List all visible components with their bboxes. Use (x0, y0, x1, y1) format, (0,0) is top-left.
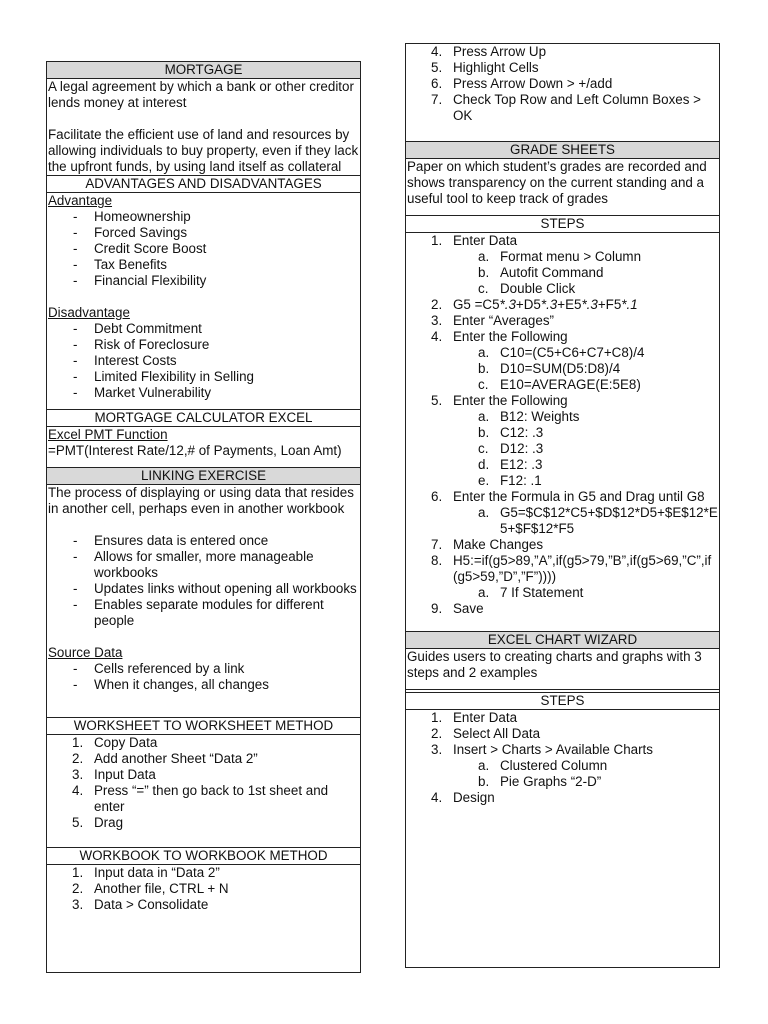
list-item: 4. Enter the Following a. C10=(C5+C6+C7+C8)/4 b. D10=SUM(D5:D8)/4 c. E10=AVERAGE(E:5E8) (407, 329, 719, 393)
chart-wizard-section (406, 632, 719, 690)
advantages-section (47, 176, 360, 410)
right-column (405, 43, 720, 968)
list-item: b. C12: .3 (478, 425, 544, 440)
workbook-steps (48, 865, 360, 913)
list-item: 3. Enter “Averages” (431, 313, 554, 328)
list-item: e. F12: .1 (478, 473, 542, 488)
list-item: a. B12: Weights (478, 409, 580, 424)
workbook-method-heading: WORKBOOK TO WORKBOOK METHOD (47, 848, 360, 865)
linking-definition: The process of displaying or using data that resides in another cell, perhaps even in another workbook (48, 485, 354, 516)
left-column (46, 61, 361, 973)
list-item: - Homeownership (48, 209, 360, 225)
list-item: - Risk of Foreclosure (48, 337, 360, 353)
list-item: d. E12: .3 (478, 457, 543, 472)
list-item: - Allows for smaller, more manageable workbooks (48, 549, 360, 581)
linking-points (48, 533, 360, 629)
list-item: 1. Enter Data a. Format menu > Column b. Autofit Command c. Double Click (407, 233, 719, 297)
list-item: 6. Press Arrow Down > +/add (431, 76, 613, 91)
linking-section (47, 468, 360, 718)
list-item: 7. Check Top Row and Left Column Boxes > OK (431, 92, 701, 123)
list-item: 5. Enter the Following a. B12: Weights b. C12: .3 c. D12: .3 d. E12: .3 e. F12: .1 (407, 393, 719, 489)
calculator-section (47, 410, 360, 468)
mortgage-section (47, 62, 360, 176)
list-item: - Updates links without opening all workbooks (48, 581, 360, 597)
chart-steps-section (406, 692, 719, 806)
list-item: - Forced Savings (48, 225, 360, 241)
list-item: 4. Press “=” then go back to 1st sheet and enter (72, 783, 329, 814)
chart-wizard-heading: EXCEL CHART WIZARD (406, 632, 719, 649)
consolidate-steps-continued (406, 44, 719, 142)
list-item: 4. Design (431, 790, 495, 805)
list-item: b. D10=SUM(D5:D8)/4 (478, 361, 621, 376)
chart-wizard-definition: Guides users to creating charts and graphs with 3 steps and 2 examples (407, 649, 702, 680)
list-item: 5. Drag (72, 815, 124, 830)
grade-steps-section (406, 216, 719, 632)
list-item: 2. Select All Data (431, 726, 541, 741)
list-item: c. Double Click (478, 281, 576, 296)
advantage-list (48, 209, 360, 289)
list-item: 8. H5:=if(g5>89,”A”,if(g5>79,”B”,if(g5>69,”C”,if(g5>59,”D”,”F”)))) a. 7 If Statement (407, 553, 719, 601)
list-item: 1. Input data in “Data 2” (72, 865, 220, 880)
continued-steps (407, 44, 719, 124)
list-item: 7. Make Changes (431, 537, 544, 552)
list-item: a. Format menu > Column (478, 249, 642, 264)
workbook-method-section (47, 848, 360, 913)
chart-steps (407, 710, 719, 806)
list-item: 4. Press Arrow Up (431, 44, 547, 59)
list-item: - When it changes, all changes (48, 677, 360, 693)
list-item: 2. Another file, CTRL + N (72, 881, 229, 896)
grade-sheets-section (406, 142, 719, 216)
list-item: 1. Enter Data (431, 710, 518, 725)
grade-steps (407, 233, 719, 617)
list-item: c. E10=AVERAGE(E:5E8) (478, 377, 641, 392)
list-item: - Market Vulnerability (48, 385, 360, 401)
grade-sheets-definition: Paper on which student’s grades are recorded and shows transparency on the current standing and a useful tool to keep track of grades (407, 159, 707, 206)
pmt-function-label: Excel PMT Function (48, 427, 168, 442)
disadvantage-list (48, 321, 360, 401)
list-item: - Ensures data is entered once (48, 533, 360, 549)
list-item: - Financial Flexibility (48, 273, 360, 289)
list-item: 2. Add another Sheet “Data 2” (72, 751, 258, 766)
list-item: 1. Copy Data (72, 735, 158, 750)
list-item: a. C10=(C5+C6+C7+C8)/4 (478, 345, 645, 360)
list-item: 3. Input Data (72, 767, 156, 782)
pmt-formula: =PMT(Interest Rate/12,# of Payments, Loan Amt) (48, 443, 342, 458)
mortgage-heading: MORTGAGE (47, 62, 360, 79)
advantage-label: Advantage (48, 193, 113, 208)
disadvantage-label: Disadvantage (48, 305, 130, 320)
calculator-heading: MORTGAGE CALCULATOR EXCEL (47, 410, 360, 427)
list-item: 2. G5 =C5*.3+D5*.3+E5*.3+F5*.1 (431, 297, 638, 312)
chart-steps-heading: STEPS (406, 692, 719, 710)
mortgage-purpose: Facilitate the efficient use of land and resources by allowing individuals to buy property, even if they lack the upfront funds, by using land itself as collateral (48, 127, 359, 174)
list-item: - Tax Benefits (48, 257, 360, 273)
worksheet-method-heading: WORKSHEET TO WORKSHEET METHOD (47, 718, 360, 735)
list-item: 6. Enter the Formula in G5 and Drag until G8 a. G5=$C$12*C5+$D$12*D5+$E$12*E5+$F$12*F5 (407, 489, 719, 537)
list-item: a. Clustered Column (478, 758, 608, 773)
list-item: - Credit Score Boost (48, 241, 360, 257)
list-item: 5. Highlight Cells (431, 60, 539, 75)
list-item: - Interest Costs (48, 353, 360, 369)
source-data-points (48, 661, 360, 693)
list-item: b. Autofit Command (478, 265, 604, 280)
grade-steps-heading: STEPS (406, 216, 719, 233)
advantages-heading: ADVANTAGES AND DISADVANTAGES (47, 176, 360, 193)
grade-sheets-heading: GRADE SHEETS (406, 142, 719, 159)
list-item: c. D12: .3 (478, 441, 544, 456)
list-item: 3. Data > Consolidate (72, 897, 209, 912)
linking-heading: LINKING EXERCISE (47, 468, 360, 485)
worksheet-method-section (47, 718, 360, 848)
list-item: 3. Insert > Charts > Available Charts a. Clustered Column b. Pie Graphs “2-D” (407, 742, 719, 790)
worksheet-steps (48, 735, 360, 831)
list-item: b. Pie Graphs “2-D” (478, 774, 602, 789)
list-item: - Enables separate modules for different people (48, 597, 360, 629)
list-item: - Cells referenced by a link (48, 661, 360, 677)
list-item: 9. Save (431, 601, 484, 616)
list-item: a. G5=$C$12*C5+$D$12*D5+$E$12*E5+$F$12*F5 (478, 505, 718, 536)
list-item: - Debt Commitment (48, 321, 360, 337)
list-item: - Limited Flexibility in Selling (48, 369, 360, 385)
source-data-label: Source Data (48, 645, 123, 660)
mortgage-definition: A legal agreement by which a bank or other creditor lends money at interest (48, 79, 354, 110)
list-item: a. 7 If Statement (478, 585, 584, 600)
